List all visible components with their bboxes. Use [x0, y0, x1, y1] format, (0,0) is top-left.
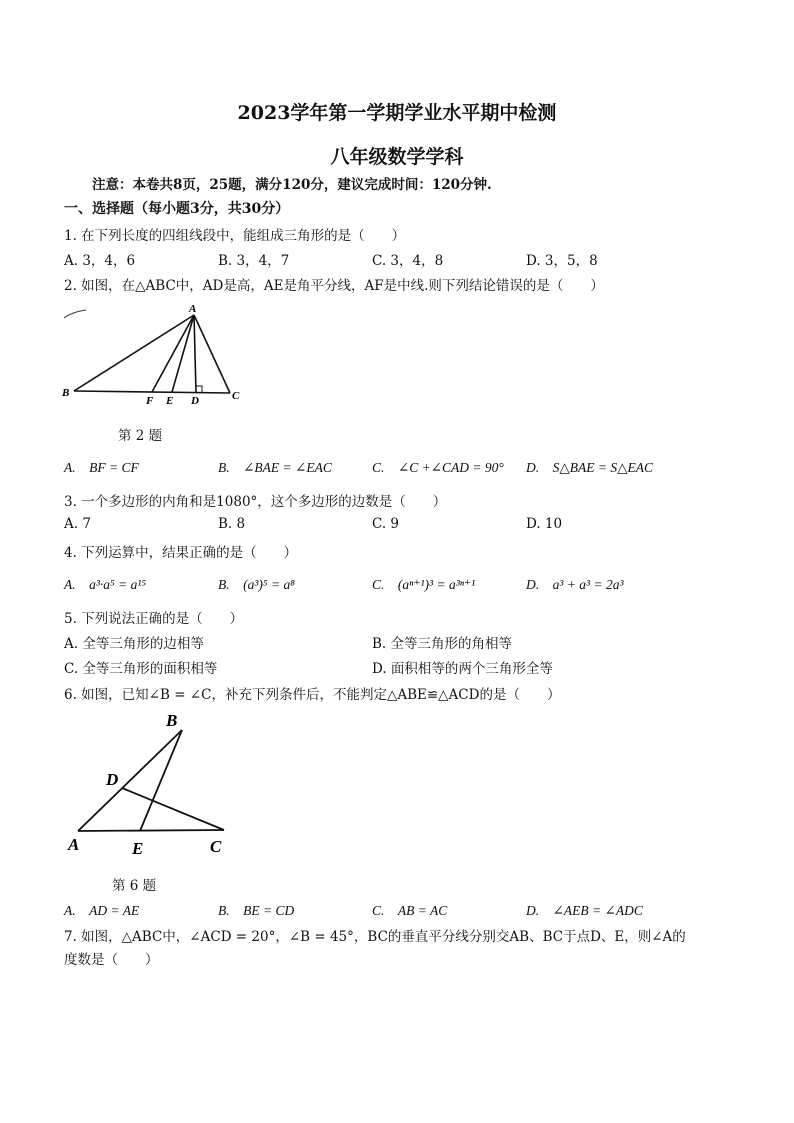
altitude-ad	[194, 315, 196, 392]
label-f: F	[146, 395, 154, 407]
q4-option-d: D. a³ + a³ = 2a³	[526, 577, 624, 592]
question-6-stem: 6. 如图，已知∠B = ∠C，补充下列条件后，不能判定△ABE≌△ACD的是（ ）	[64, 687, 561, 703]
q5-option-c: C. 全等三角形的面积相等	[64, 661, 218, 677]
q4-option-b: B. (a³)⁵ = a⁸	[218, 577, 295, 592]
question-7-stem-line1: 7. 如图，△ABC中，∠ACD = 20°，∠B = 45°，BC的垂直平分线分别交AB、BC于点D、E，则∠A的	[64, 929, 686, 945]
question-4-stem: 4. 下列运算中，结果正确的是（ ）	[64, 545, 298, 561]
label-e: E	[132, 839, 144, 858]
q2-option-a: A. BF = CF	[64, 460, 139, 475]
exam-title: 2023学年第一学期学业水平期中检测	[237, 102, 557, 124]
right-angle-mark	[196, 386, 202, 392]
label-a: A	[189, 303, 197, 315]
side-ac	[194, 315, 230, 393]
q2-option-c: C. ∠C +∠CAD = 90°	[372, 460, 504, 475]
label-c: C	[210, 837, 222, 856]
label-e: E	[166, 395, 174, 407]
q6-option-a: A. AD = AE	[64, 903, 140, 918]
q4-option-c: C. (aⁿ⁺¹)³ = a³ⁿ⁺¹	[372, 577, 476, 592]
q3-option-a: A. 7	[64, 516, 91, 532]
q3-option-d: D. 10	[526, 516, 563, 532]
q1-option-b: B. 3，4，7	[218, 253, 290, 269]
q2-option-d: D. S△BAE = S△EAC	[526, 460, 653, 475]
exam-note: 注意：本卷共8页，25题，满分120分，建议完成时间：120分钟.	[92, 177, 492, 193]
q6-figure-caption: 第 6 题	[112, 878, 157, 894]
label-d: D	[106, 770, 119, 789]
q6-option-c: C. AB = AC	[372, 903, 448, 918]
question-3-stem: 3. 一个多边形的内角和是1080°，这个多边形的边数是（ ）	[64, 494, 447, 510]
q1-option-d: D. 3，5，8	[526, 253, 598, 269]
section-heading: 一、选择题（每小题3分，共30分）	[64, 201, 290, 217]
q1-option-c: C. 3，4，8	[372, 253, 444, 269]
q3-option-b: B. 8	[218, 516, 246, 532]
side-ac	[78, 830, 224, 831]
exam-subtitle: 八年级数学学科	[330, 146, 464, 168]
label-b: B	[166, 711, 178, 730]
q6-triangle-figure	[60, 706, 240, 862]
q2-figure-caption: 第 2 题	[118, 428, 163, 444]
label-b: B	[62, 387, 70, 399]
label-a: A	[68, 835, 80, 854]
label-d: D	[191, 395, 199, 407]
q1-option-a: A. 3，4，6	[64, 253, 136, 269]
segment-cd	[122, 788, 224, 830]
q6-option-b: B. BE = CD	[218, 903, 295, 918]
q2-option-b: B. ∠BAE = ∠EAC	[218, 460, 332, 475]
question-2-stem: 2. 如图，在△ABC中，AD是高，AE是角平分线，AF是中线.则下列结论错误的是（ ）	[64, 278, 604, 294]
q4-option-a: A. a³·a⁵ = a¹⁵	[64, 577, 147, 592]
q5-option-b: B. 全等三角形的角相等	[372, 636, 513, 652]
q6-option-d: D. ∠AEB = ∠ADC	[526, 903, 643, 918]
median-af	[152, 315, 194, 392]
question-7-stem-line2: 度数是（ ）	[64, 952, 159, 968]
q5-option-d: D. 面积相等的两个三角形全等	[372, 661, 553, 677]
question-1-stem: 1. 在下列长度的四组线段中，能组成三角形的是（ ）	[64, 228, 406, 244]
question-5-stem: 5. 下列说法正确的是（ ）	[64, 611, 244, 627]
stray-mark	[64, 310, 86, 318]
label-c: C	[232, 390, 240, 402]
segment-be	[140, 730, 182, 831]
side-ab	[78, 730, 182, 831]
q5-option-a: A. 全等三角形的边相等	[64, 636, 204, 652]
q2-triangle-figure	[58, 298, 258, 410]
q3-option-c: C. 9	[372, 516, 400, 532]
